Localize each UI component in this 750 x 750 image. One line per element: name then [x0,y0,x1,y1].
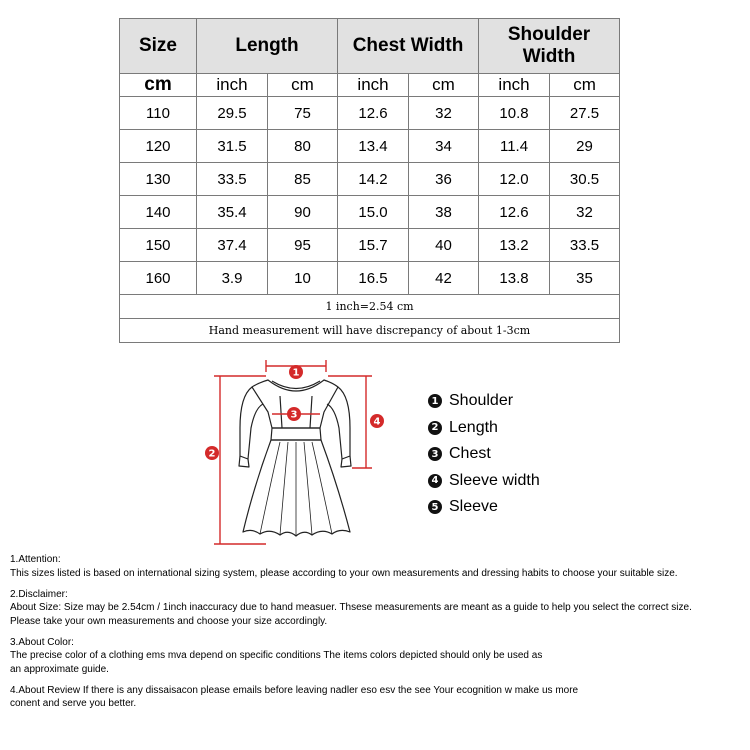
header-shoulder-width: Shoulder Width [479,19,620,74]
conversion-note: 1 inch=2.54 cm [120,295,620,319]
table-cell: 150 [120,229,197,262]
table-cell: 10 [268,262,338,295]
note-title: 2.Disclaimer: [10,588,68,600]
table-cell: 31.5 [197,130,268,163]
table-row [120,97,620,130]
header-chest-width: Chest Width [338,19,479,74]
note-disclaimer [10,588,748,629]
note-line: The precise color of a clothing ems mva depend on specific conditions The items colors depicted should only be used as [10,650,543,661]
table-row [120,130,620,163]
table-cell: 10.8 [479,97,550,130]
table-cell: 12.6 [338,97,409,130]
marker-chest [287,407,301,421]
table-row [120,196,620,229]
table-cell: 38 [409,196,479,229]
table-cell: 13.8 [479,262,550,295]
legend-label: Length [449,418,498,436]
note-color [10,636,748,677]
legend-item-shoulder [428,388,540,415]
note-review [10,684,748,711]
table-cell: 12.6 [479,196,550,229]
size-chart-table [119,18,620,343]
table-note-row [120,295,620,319]
legend-item-length [428,415,540,442]
note-line: Please take your own measurements and choose your size accordingly. [10,615,328,627]
legend-number-icon: 1 [428,394,442,408]
legend-label: Shoulder [449,392,514,410]
table-cell: 16.5 [338,262,409,295]
unit-cell: cm [120,74,197,97]
table-cell: 33.5 [550,229,620,262]
unit-cell: inch [338,74,409,97]
marker-sleeve-width [370,414,384,428]
note-line: About Size: Size may be 2.54cm / 1inch inaccuracy due to hand measuer. Thsese measurements are meant as a guide to help you select the correct size. [10,602,692,613]
table-cell: 140 [120,196,197,229]
table-cell: 37.4 [197,229,268,262]
table-cell: 29.5 [197,97,268,130]
table-cell: 34 [409,130,479,163]
table-cell: 160 [120,262,197,295]
measurement-note: Hand measurement will have discrepancy of about 1-3cm [120,319,620,343]
measurement-legend [428,388,540,521]
table-cell: 35.4 [197,196,268,229]
table-cell: 95 [268,229,338,262]
table-cell: 90 [268,196,338,229]
legend-label: Chest [449,445,491,463]
table-cell: 110 [120,97,197,130]
table-cell: 32 [550,196,620,229]
dress-outline [239,380,351,536]
unit-cell: cm [268,74,338,97]
note-title: 1.Attention: [10,554,61,565]
unit-cell: cm [550,74,620,97]
legend-label: Sleeve width [449,471,540,489]
table-cell: 15.0 [338,196,409,229]
table-cell: 12.0 [479,163,550,196]
header-length: Length [197,19,338,74]
table-cell: 75 [268,97,338,130]
note-line: 4.About Review If there is any dissaisacon please emails before leaving nadler eso esv the see Your ecognition w make us more [10,684,579,696]
table-cell: 13.2 [479,229,550,262]
table-cell: 80 [268,130,338,163]
note-line: conent and serve you better. [10,698,137,709]
table-header-row [120,19,620,74]
marker-shoulder [289,365,303,379]
legend-item-sleeve [428,494,540,521]
table-cell: 33.5 [197,163,268,196]
svg-text:3: 3 [290,409,298,421]
table-row [120,262,620,295]
table-cell: 13.4 [338,130,409,163]
svg-text:4: 4 [373,416,381,428]
legend-number-icon: 3 [428,447,442,461]
table-row [120,229,620,262]
table-cell: 30.5 [550,163,620,196]
table-cell: 35 [550,262,620,295]
table-cell: 130 [120,163,197,196]
legend-number-icon: 2 [428,421,442,435]
table-cell: 42 [409,262,479,295]
svg-text:2: 2 [208,448,216,460]
legend-item-sleeve-width [428,468,540,495]
marker-length [205,446,219,460]
table-units-row [120,74,620,97]
dress-right-sleeve [327,387,350,459]
dress-waistband [271,428,321,440]
table-cell: 40 [409,229,479,262]
size-notes [10,553,748,718]
unit-cell: inch [197,74,268,97]
table-note-row [120,319,620,343]
legend-item-chest [428,441,540,468]
unit-cell: inch [479,74,550,97]
legend-number-icon: 5 [428,500,442,514]
table-cell: 3.9 [197,262,268,295]
table-row [120,163,620,196]
table-cell: 32 [409,97,479,130]
note-line: This sizes listed is based on international sizing system, please according to your own measurements and dressing habits to choose your suitable size. [10,567,678,579]
dress-skirt [243,440,350,536]
unit-cell: cm [409,74,479,97]
dress-measurement-diagram [200,356,400,551]
note-line: an approximate guide. [10,663,109,675]
table-cell: 85 [268,163,338,196]
table-cell: 11.4 [479,130,550,163]
note-attention [10,553,748,580]
table-cell: 27.5 [550,97,620,130]
legend-label: Sleeve [449,498,498,516]
measurement-lines [214,360,372,544]
table-cell: 36 [409,163,479,196]
table-cell: 14.2 [338,163,409,196]
svg-text:1: 1 [292,367,300,379]
table-cell: 15.7 [338,229,409,262]
legend-number-icon: 4 [428,474,442,488]
table-cell: 120 [120,130,197,163]
table-cell: 29 [550,130,620,163]
note-title: 3.About Color: [10,636,74,648]
measurement-markers [205,365,384,460]
header-size: Size [120,19,197,74]
